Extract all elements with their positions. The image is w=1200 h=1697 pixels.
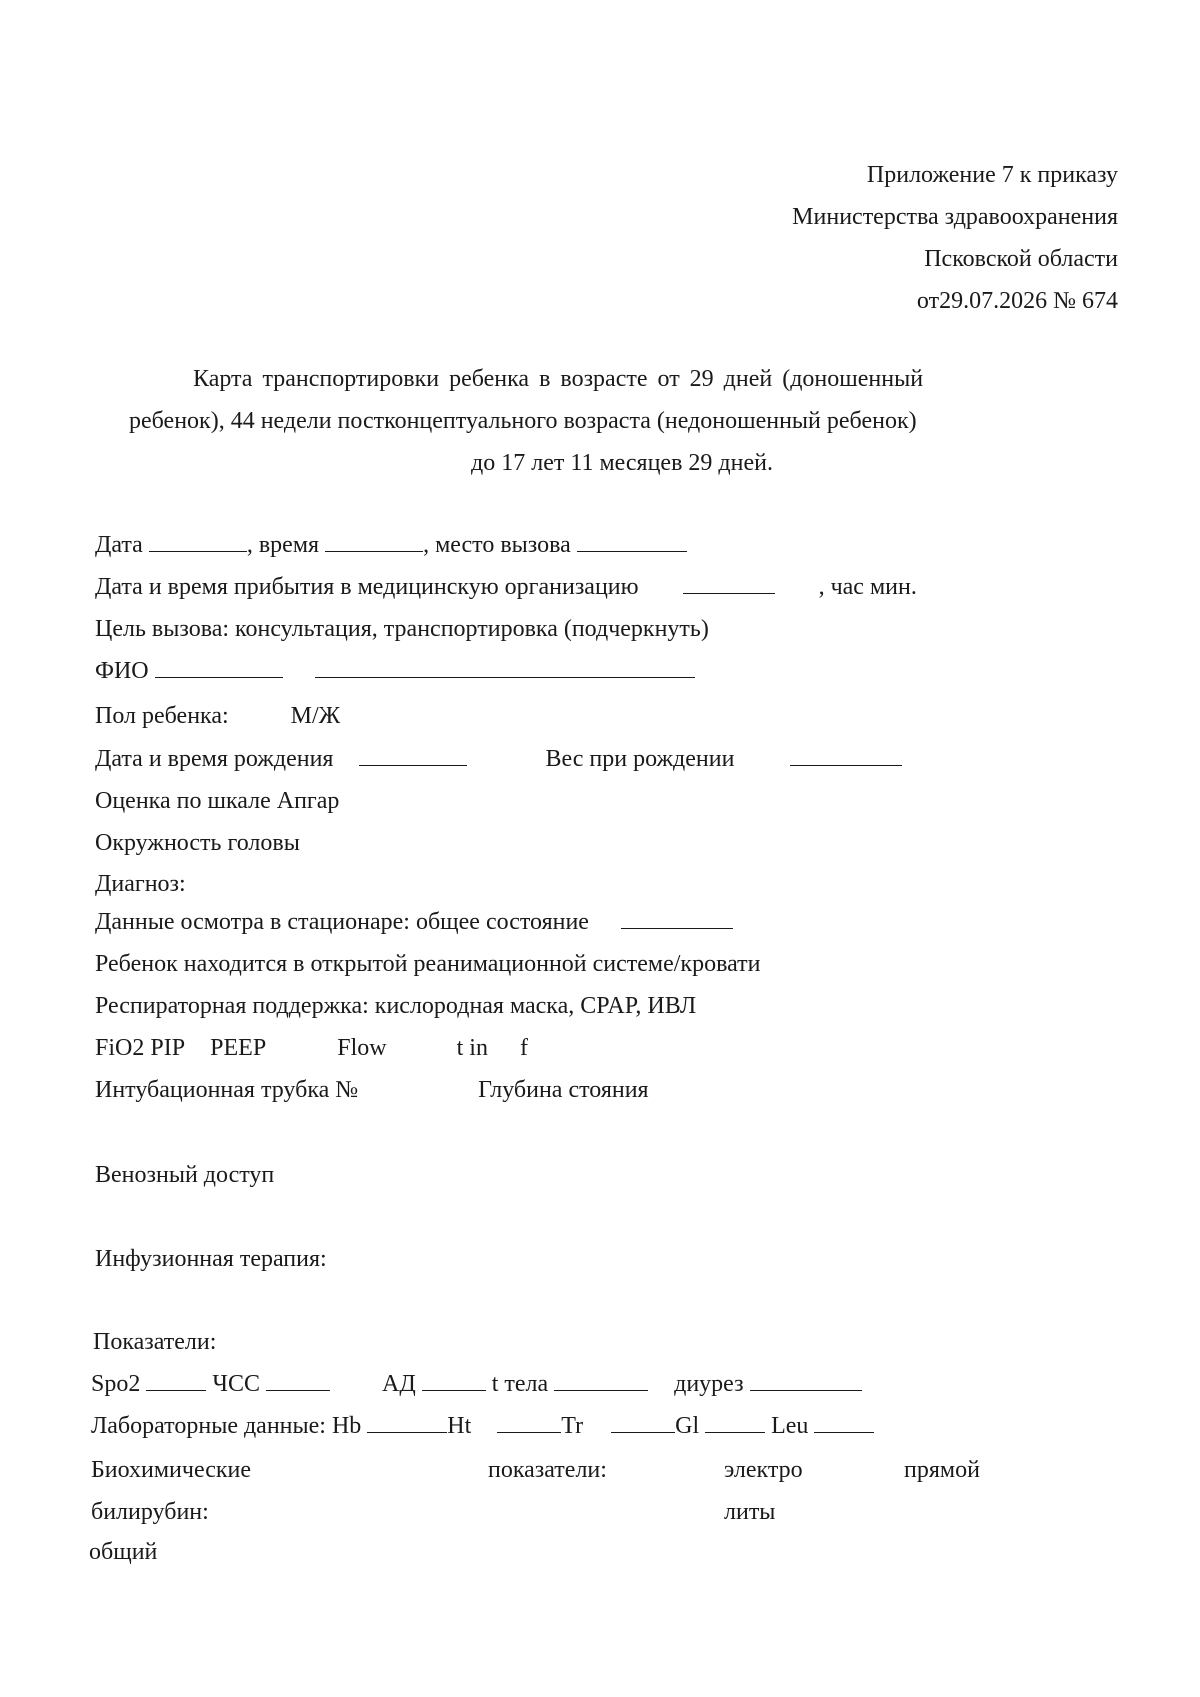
pip-label: PIP xyxy=(150,1035,185,1061)
resp-line: Респираторная поддержка: кислородная маска, CPAP, ИВЛ xyxy=(95,993,697,1019)
infusion-line: Инфузионная терапия: xyxy=(95,1246,327,1272)
ht-field[interactable] xyxy=(497,1414,561,1433)
title-line-2: ребенок), 44 недели постконцептуального возраста (недоношенный ребенок) xyxy=(129,408,917,434)
ht-label: Ht xyxy=(447,1413,472,1439)
bili-label: билирубин: xyxy=(91,1499,209,1525)
depth-label: Глубина стояния xyxy=(478,1077,649,1103)
time-label: , время xyxy=(246,532,320,558)
exam-label: Данные осмотра в стационаре: общее состояние xyxy=(95,909,589,935)
flow-label: Flow xyxy=(337,1035,387,1061)
place-label: , место вызова xyxy=(423,532,571,558)
hr-field[interactable] xyxy=(266,1372,330,1391)
tr-field[interactable] xyxy=(611,1414,675,1433)
gl-field[interactable] xyxy=(705,1414,765,1433)
bio-label-1: Биохимические xyxy=(91,1457,252,1483)
birth-row xyxy=(95,747,902,771)
temp-field[interactable] xyxy=(554,1372,648,1391)
hr-label: ЧСС xyxy=(212,1371,260,1397)
arrival-row xyxy=(95,575,917,599)
bio-label-2: показатели: xyxy=(488,1457,607,1483)
date-label: Дата xyxy=(95,532,143,558)
exam-field[interactable] xyxy=(621,910,733,929)
gl-label: Gl xyxy=(675,1413,700,1439)
bp-field[interactable] xyxy=(422,1372,486,1391)
venous-line: Венозный доступ xyxy=(95,1162,275,1188)
ministry-line: Министерства здравоохранения xyxy=(792,204,1118,230)
indicators-label: Показатели: xyxy=(93,1329,217,1355)
peep-label: PEEP xyxy=(210,1035,266,1061)
f-label: f xyxy=(519,1035,528,1061)
sex-row xyxy=(95,704,340,728)
tube-label: Интубационная трубка № xyxy=(95,1077,359,1103)
head-line: Окружность головы xyxy=(95,830,300,856)
title-line-3: до 17 лет 11 месяцев 29 дней. xyxy=(471,450,773,476)
leu-field[interactable] xyxy=(814,1414,874,1433)
exam-row xyxy=(95,910,733,934)
call-info-row xyxy=(95,533,687,557)
diagnosis-line: Диагноз: xyxy=(95,871,186,897)
title-line-1: Карта транспортировки ребенка в возрасте от 29 дней (доношенный xyxy=(193,366,924,392)
tube-row xyxy=(95,1078,649,1102)
sex-label: Пол ребенка: xyxy=(95,703,229,729)
tin-label: t in xyxy=(456,1035,488,1061)
arrival-suffix: , час мин. xyxy=(818,574,917,600)
vitals-row xyxy=(91,1372,862,1396)
place-field[interactable] xyxy=(577,533,687,552)
birth-label: Дата и время рождения xyxy=(95,746,334,772)
spo2-label: Spo2 xyxy=(91,1371,141,1397)
weight-label: Вес при рождении xyxy=(545,746,735,772)
sex-value[interactable]: М/Ж xyxy=(290,703,341,729)
diuresis-field[interactable] xyxy=(750,1372,862,1391)
fio-field-1[interactable] xyxy=(155,659,283,678)
date-field[interactable] xyxy=(149,533,247,552)
fio-row xyxy=(95,659,695,683)
system-line: Ребенок находится в открытой реанимационной системе/кровати xyxy=(95,951,761,977)
arrival-label: Дата и время прибытия в медицинскую организацию xyxy=(95,574,639,600)
order-line: от29.07.2026 № 674 xyxy=(916,288,1118,314)
time-field[interactable] xyxy=(325,533,423,552)
region-line: Псковской области xyxy=(924,246,1118,272)
appendix-line: Приложение 7 к приказу xyxy=(866,162,1118,188)
vent-params-row xyxy=(95,1036,528,1060)
fio-field-2[interactable] xyxy=(315,659,695,678)
purpose-line: Цель вызова: консультация, транспортировка (подчеркнуть) xyxy=(95,616,709,642)
tr-label: Tr xyxy=(561,1413,584,1439)
temp-label: t тела xyxy=(491,1371,549,1397)
apgar-line: Оценка по шкале Апгар xyxy=(95,788,340,814)
birth-field[interactable] xyxy=(359,747,467,766)
arrival-field[interactable] xyxy=(683,575,775,594)
fio-label: ФИО xyxy=(95,658,149,684)
fio2-label: FiO2 xyxy=(95,1035,145,1061)
diuresis-label: диурез xyxy=(674,1371,744,1397)
lab-row xyxy=(91,1414,874,1438)
weight-field[interactable] xyxy=(790,747,902,766)
electro-label-2: литы xyxy=(724,1499,776,1525)
hb-field[interactable] xyxy=(367,1414,447,1433)
spo2-field[interactable] xyxy=(146,1372,206,1391)
direct-label: прямой xyxy=(904,1457,980,1483)
lab-label: Лабораторные данные: Hb xyxy=(91,1413,362,1439)
bp-label: АД xyxy=(381,1371,416,1397)
electro-label-1: электро xyxy=(724,1457,803,1483)
leu-label: Leu xyxy=(771,1413,809,1439)
total-label: общий xyxy=(89,1539,158,1565)
